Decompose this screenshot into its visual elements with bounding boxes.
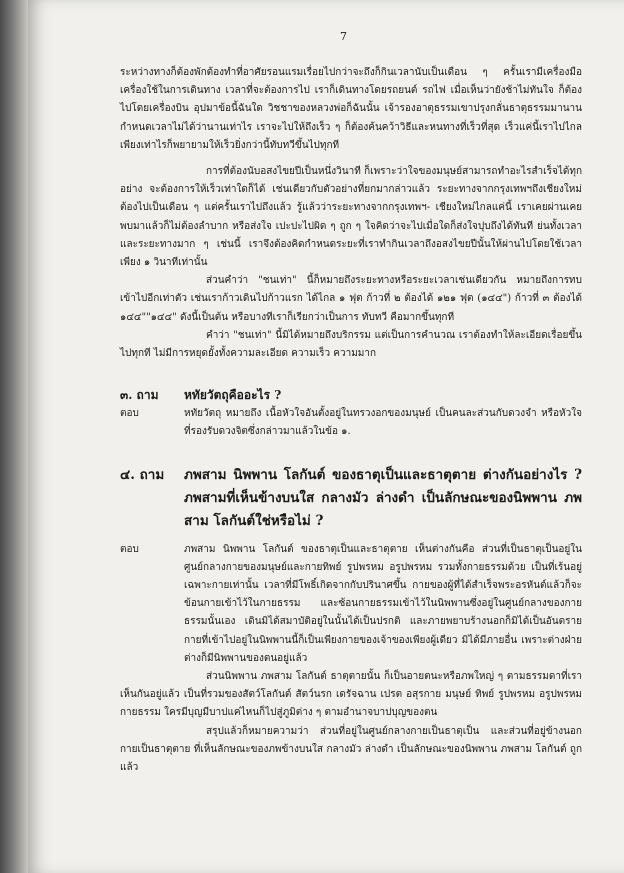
spacer [120,533,582,541]
question-4-row [120,464,582,533]
answer-3-label: ตอบ [120,408,139,420]
answer-3-text: หทัยวัตถุ หมายถึง เนื้อหัวใจอันตั้งอยู่ในทรวงอกของมนุษย์ เป็นคนละส่วนกับดวงจำ หรือหัวใจที่รองรับดวงจิตซึ่งกล่าวมาแล้วในข้อ ๑. [184,408,582,438]
answer-4-text-3: สรุปแล้วก็หมายความว่า ส่วนที่อยู่ในศูนย์กลางกายเป็นธาตุเป็น และส่วนที่อยู่ข้างนอกกายเป็นธาตุตาย ที่เห็นลักษณะของภพข้างบนใส กลางมัว ล่างดำ เป็นลักษณะของนิพพาน ภพสาม โลกันต์ ถูกแล้ว [120,725,582,774]
book-binding-shadow [0,0,28,873]
answer-4-label: ตอบ [120,543,139,555]
intro-paragraph-1: ระหว่างทางก็ต้องพักต้องทำที่อาศัยรอนแรมเรื่อยไปกว่าจะถึงก็กินเวลานับเป็นเดือน ๆ ครั้นเรามีเครื่องมือเครื่องใช้ในการเดินทาง เวลาที่จะต้องการไป เราก็เดินทางโดยรถยนต์ รถไฟ เมื่อเห็นว่ายังช้าไม่ทันใจ ก็ต้องไปโดยเครื่องบิน อุปมาข้อนี้ฉันใด วิชชาของหลวงพ่อก็ฉันนั้น เจ้ารองอาตุธรรมเขาปรุงกลั่นธาตุธรรมมานานกำหนดเวลาไม่ได้ว่านานเท่าไร เราจะไปให้ถึงเร็ว ๆ ก็ต้องค้นคว้าวิธีและหนทางที่เร็วที่สุด เร็วแค่นี้เราไปไกลเพียงเท่าไรก็พยายามให้เร็วยิ่งกว่านี้ทับทวีขึ้นไปทุกที [120,67,582,151]
question-3-text: หทัยวัตถุคืออะไร ? [184,388,282,403]
question-4-text: ภพสาม นิพพาน โลกันต์ ของธาตุเป็นและธาตุตาย ต่างกันอย่างไร ? ภพสามที่เห็นข้างบนใส กลางมัว ล่างดำ เป็นลักษณะของนิพพาน ภพสาม โลกันต์ใช่หรือไม่ ? [184,466,582,529]
intro-paragraph-2: การที่ต้องนับอสงไขยปีเป็นหนึ่งวินาที ก็เพราะว่าใจของมนุษย์สามารถทำอะไรสำเร็จได้ทุกอย่าง จะต้องการให้เร็วเท่าใดก็ได้ เช่นเดียวกับตัวอย่างที่ยกมากล่าวแล้ว ระยะทางจากกรุงเทพฯถึงเชียงใหม่ต้องไปเป็นเดือน ๆ แต่ครั้นเราไปถึงแล้ว รู้แล้วว่าระยะทางจากกรุงเทพฯ- เชียงใหม่ไกลแค่นี้ เราเคยผ่านเคยพบมาแล้วก็ไม่ต้องลำบาก หรือส่งใจ เปะปะไปผิด ๆ ถูก ๆ ใจคิดว่าจะไปเมื่อใดก็ส่งใจปุบถึงได้ทันที ย่นทั้งเวลาและระยะทางมาก ๆ เช่นนี้ เราจึงต้องคิดกำหนดระยะที่เราทำกินเวลาถึงอสงไขยปีนั้นให้ผ่านไปโดยใช้เวลาเพียง ๑ วินาทีเท่านั้น [120,166,582,269]
question-3-row [120,385,582,405]
spacer [120,155,582,163]
page-content [120,64,582,777]
answer-4-text-1: ภพสาม นิพพาน โลกันต์ ของธาตุเป็นและธาตุตาย เห็นต่างกันคือ ส่วนที่เป็นธาตุเป็นอยู่ในศูนย์กลางกายของมนุษย์และกายทิพย์ รูปพรหม อรูปพรหม รวมทั้งกายธรรมด้วย เป็นที่เร้นอยู่เฉพาะกายเท่านั้น เวลาที่มีโพธิ์เกิดจากกับปรินาศขึ้น กายของผู้ที่ได้สำเร็จพระอรหันต์แล้วก็จะข้อนกายเข้าไว้ในกายธรรม และซ้อนกายธรรมเข้าไว้ในนิพพานซึ่งอยู่ในศูนย์กลางของกายธรรมนั้นเอง เดินมิได้สมาบัติอยู่ในนั้นได้เป็นปรกติ และภายพยาบร้างนอกก็มิได้เป็นอันตราย กายที่เข้าไปอยู่ในนิพพานนี้ก็เป็นเพียงกายของเจ้าของเพียงผู้เดียว มิได้มีภายอื่น เพราะต่างฝ่ายต่างก็มีนิพพานของตนอยู่แล้ว [184,543,582,664]
question-3-label: ๓. ถาม [120,388,159,403]
intro-paragraph-3: ส่วนคำว่า "ชนเท่า" นี้ก็หมายถึงระยะทางหรือระยะเวลาเช่นเดียวกัน หมายถึงการทบเข้าไปอีกเท่าตัว เช่นเราก้าวเดินไปก้าวแรก ได้ไกล ๑ ฟุต ก้าวที่ ๒ ต้องได้ ๑๒๑ ฟุต (๑๔๔") ก้าวที่ ๓ ต้องได้ ๑๔๔""๑๔๔" ดังนี้เป็นต้น หรือบางทีเราก็เรียกว่าเป็นการ ทับทวี คือมากขึ้นทุกที [120,275,582,323]
page-number: 7 [340,30,347,43]
question-4-label: ๔. ถาม [120,466,165,483]
answer-4-row [120,541,582,668]
intro-paragraph-4: คำว่า "ชนเท่า" นี้มิได้หมายถึงบริกรรม แต่เป็นการคำนวณ เราต้องทำให้ละเอียดเรื่อยขึ้นไปทุกที ไม่มีการหยุดยั้งทั้งความละเอียด ความเร็ว ความมาก [120,329,582,360]
spacer [120,442,582,464]
answer-4-text-2: ส่วนนิพพาน ภพสาม โลกันต์ ธาตุตายนั้น ก็เป็นอายตนะหรือภพใหญ่ ๆ ตามธรรมดาที่เราเห็นกันอยู่แล้ว เป็นที่รวมของสัตว์โลกันต์ สัตว์นรก เดรัจฉาน เปรต อสุรกาย มนุษย์ ทิพย์ รูปพรหม อรูปพรหม กายธรรม ใครมีบุญมีบาปแค่ไหนก็ไปสู่ภูมิต่าง ๆ ตามอำนาจบาปบุญของตน [120,671,582,719]
answer-3-row [120,405,582,441]
spacer [120,363,582,385]
document-page [28,0,624,873]
